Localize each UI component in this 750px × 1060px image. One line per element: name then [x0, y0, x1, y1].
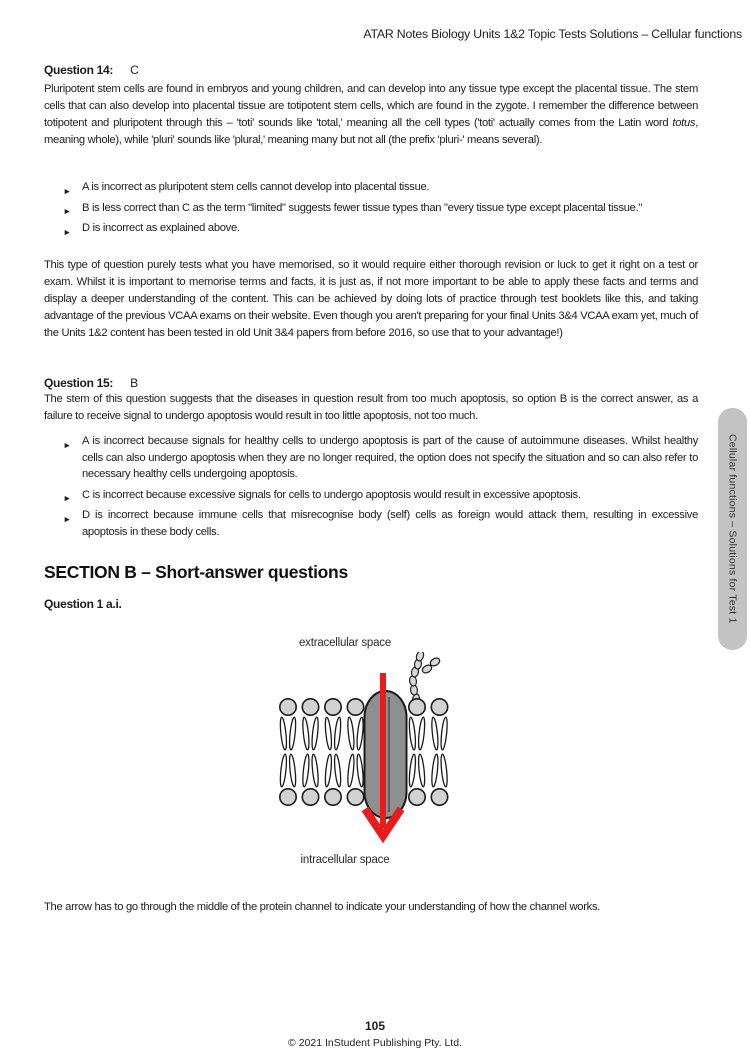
bullet-item — [44, 179, 698, 196]
bullet-arrow-icon: ► — [63, 493, 72, 503]
bullet-item — [44, 220, 698, 237]
bullet-text: C is incorrect because excessive signals for cells to undergo apoptosis would result in excessive apoptosis. — [82, 488, 581, 501]
question-14-explanation — [44, 81, 698, 149]
copyright-line: © 2021 InStudent Publishing Pty. Ltd. — [288, 1037, 462, 1049]
intracellular-label: intracellular space — [300, 854, 390, 866]
bullet-text: D is incorrect as explained above. — [82, 222, 240, 234]
membrane-diagram — [268, 652, 468, 852]
question-14-advice: This type of question purely tests what you have memorised, so it would require either thorough revision or luck to get it right on a test or exam. Whilst it is important to memorise terms and facts, it is just as, if not more important to be able to apply these facts and terms and display a deeper understanding of the content. This can be achieved by doing lots of practice through test booklets like this, and taking advantage of the previous VCAA exams on their website. Even though you aren't preparing for your final Units 3&4 VCAA exam yet, much of the Units 1&2 content has been tested in old Unit 3&4 papers from before 2016, so use that to your advantage!) — [44, 259, 698, 339]
bullet-item — [44, 200, 698, 217]
chapter-side-tab — [718, 408, 747, 650]
question-15-bullet-list — [44, 433, 698, 544]
question-15-label: Question 15: — [44, 376, 114, 390]
extracellular-label: extracellular space — [298, 637, 392, 649]
bullet-item — [44, 433, 698, 483]
bullet-text: A is incorrect because signals for healthy cells to undergo apoptosis is part of the cause of autoimmune diseases. Whilst healthy cells can also undergo apoptosis when they are no longer required, the option does not specify the situation and so can also refer to necessary healthy cells undergoing apoptosis. — [82, 435, 698, 480]
bullet-item — [44, 487, 698, 504]
explanation-text: , meaning whole), while 'pluri' sounds like 'plural,' meaning many but not all (the prefix 'pluri-' means several). — [44, 117, 698, 146]
question-14-answer: C — [130, 63, 139, 77]
question-14-heading — [44, 63, 138, 77]
section-b-heading: SECTION B – Short-answer questions — [44, 562, 348, 582]
bullet-arrow-icon: ► — [63, 185, 72, 196]
page-header: ATAR Notes Biology Units 1&2 Topic Tests Solutions – Cellular functions — [363, 27, 742, 41]
question-14-bullet-list — [44, 179, 698, 241]
bullet-arrow-icon: ► — [63, 439, 72, 450]
bullet-arrow-icon: ► — [63, 226, 72, 237]
question-14-label: Question 14: — [44, 63, 114, 77]
chapter-side-tab-label: Cellular functions – Solutions for Test 1 — [726, 434, 739, 624]
latin-word: totus — [672, 117, 696, 129]
bullet-text: B is less correct than C as the term "limited" suggests fewer tissue types than "every tissue type except placental tissue." — [82, 201, 643, 214]
question-1ai-label: Question 1 a.i. — [44, 597, 122, 611]
bullet-arrow-icon: ► — [63, 513, 72, 524]
carbohydrate-chain — [409, 652, 441, 705]
question-15-explanation: The stem of this question suggests that the diseases in question result from too much apoptosis, so option B is the correct answer, as a failure to receive signal to undergo apoptosis would result in too little apoptosis, not too much. — [44, 393, 698, 422]
question-15-answer: B — [130, 376, 138, 390]
bullet-text: D is incorrect because immune cells that misrecognise body (self) cells as foreign would attack them, resulting in excessive apoptosis in these body cells. — [82, 509, 698, 538]
explanation-text: Pluripotent stem cells are found in embryos and young children, and can develop into any tissue type except the placental tissue. The stem cells that can also develop into placental tissue are totipotent stem cells, which are found in the zygote. I remember the difference between totipotent and pluripotent through this – 'toti' sounds like 'total,' meaning all the cell types ('toti' actually comes from the Latin word — [44, 83, 698, 129]
bullet-arrow-icon: ► — [63, 206, 72, 216]
page-number: 105 — [364, 1019, 386, 1033]
bullet-item — [44, 507, 698, 540]
arrow-note: The arrow has to go through the middle of the protein channel to indicate your understanding of how the channel works. — [44, 901, 601, 913]
question-15-heading — [44, 376, 138, 390]
bullet-text: A is incorrect as pluripotent stem cells cannot develop into placental tissue. — [82, 181, 430, 193]
